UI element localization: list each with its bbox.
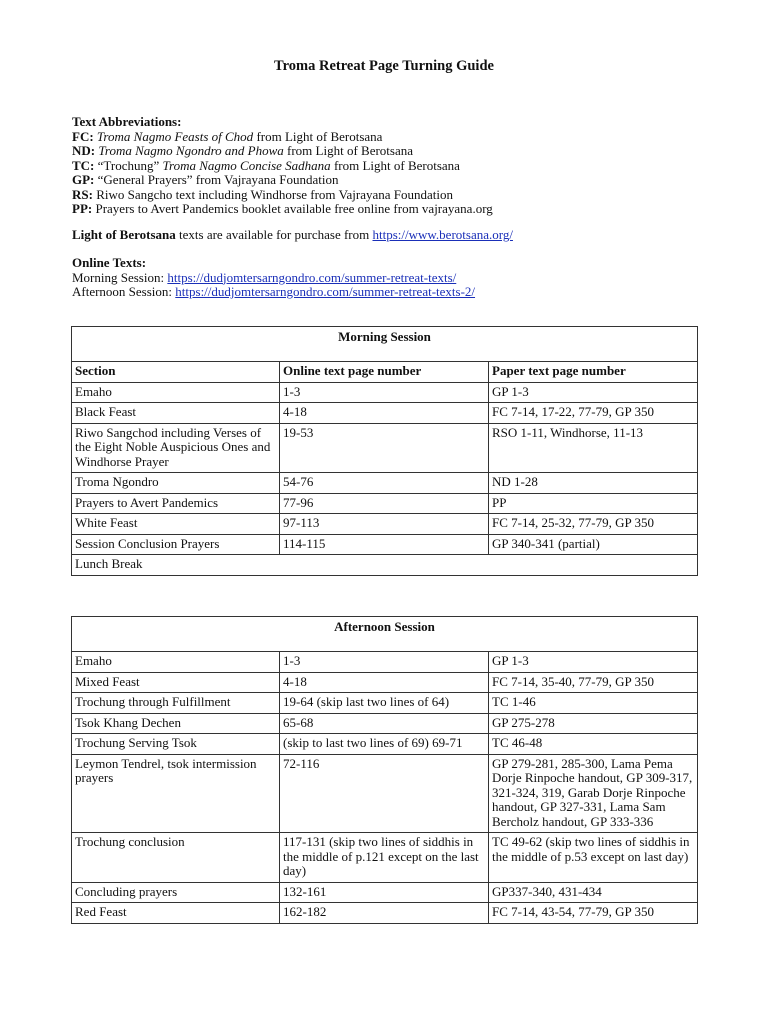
section-cell: Prayers to Avert Pandemics [72, 493, 280, 514]
publisher-name: Light of Berotsana [72, 227, 176, 242]
online-page-cell: 77-96 [280, 493, 489, 514]
morning-session-label: Morning Session: [72, 269, 168, 285]
paper-page-cell: GP 279-281, 285-300, Lama Pema Dorje Rinpoche handout, GP 309-317, 321-324, 319, Garab Dorje Rinpoche handout, GP 327-331, Lama Sam Bercholz handout, GP 333-336 [489, 754, 698, 833]
abbreviation-item [72, 144, 712, 159]
afternoon-texts-link[interactable]: https://dudjomtersarngondro.com/summer-retreat-texts-2/ [175, 284, 476, 299]
table-row [72, 672, 698, 693]
table-row [72, 882, 698, 903]
table-row [72, 754, 698, 833]
section-cell: Trochung Serving Tsok [72, 734, 280, 755]
afternoon-session-caption: Afternoon Session [72, 617, 698, 652]
afternoon-session-table [71, 616, 698, 924]
column-header-paper-page: Paper text page number [489, 362, 698, 383]
abbreviation-code: ND: [72, 143, 96, 158]
abbreviation-description: from Light of Berotsana [253, 128, 383, 144]
abbreviation-item [72, 130, 712, 145]
online-page-cell: 19-64 (skip last two lines of 64) [280, 693, 489, 714]
paper-page-cell: GP337-340, 431-434 [489, 882, 698, 903]
abbreviation-description: “General Prayers” from Vajrayana Foundation [94, 172, 339, 187]
online-page-cell: 65-68 [280, 713, 489, 734]
table-row [72, 534, 698, 555]
table-row [72, 833, 698, 883]
paper-page-cell: PP [489, 493, 698, 514]
abbreviation-code: RS: [72, 186, 93, 202]
section-cell: Mixed Feast [72, 672, 280, 693]
paper-page-cell: TC 1-46 [489, 693, 698, 714]
paper-page-cell: TC 46-48 [489, 734, 698, 755]
table-row [72, 514, 698, 535]
morning-session-table [71, 326, 698, 576]
online-page-cell: 114-115 [280, 534, 489, 555]
table-row [72, 693, 698, 714]
abbreviation-description: from Light of Berotsana [330, 157, 460, 173]
afternoon-session-label: Afternoon Session: [72, 284, 176, 299]
section-cell: Emaho [72, 652, 280, 673]
section-cell: Concluding prayers [72, 882, 280, 903]
online-page-cell: 19-53 [280, 423, 489, 473]
berotsana-link[interactable]: https://www.berotsana.org/ [372, 227, 513, 242]
abbreviation-code: FC: [72, 128, 94, 144]
section-cell: Troma Ngondro [72, 473, 280, 494]
abbreviations-section [72, 115, 712, 217]
table-row [72, 382, 698, 403]
paper-page-cell: FC 7-14, 43-54, 77-79, GP 350 [489, 903, 698, 924]
column-header-section: Section [72, 362, 280, 383]
abbreviation-description: Prayers to Avert Pandemics booklet available free online from vajrayana.org [92, 201, 493, 216]
online-page-cell: 162-182 [280, 903, 489, 924]
table-row [72, 713, 698, 734]
online-page-cell: 117-131 (skip two lines of siddhis in the middle of p.121 except on the last day) [280, 833, 489, 883]
column-header-online-page: Online text page number [280, 362, 489, 383]
section-cell: Red Feast [72, 903, 280, 924]
paper-page-cell: GP 1-3 [489, 652, 698, 673]
section-cell: White Feast [72, 514, 280, 535]
section-cell: Session Conclusion Prayers [72, 534, 280, 555]
abbreviation-description: Riwo Sangcho text including Windhorse from Vajrayana Foundation [92, 186, 454, 202]
lunch-break-row: Lunch Break [72, 555, 698, 576]
paper-page-cell: FC 7-14, 25-32, 77-79, GP 350 [489, 514, 698, 535]
abbreviations-heading: Text Abbreviations: [72, 114, 182, 129]
section-cell: Trochung conclusion [72, 833, 280, 883]
online-page-cell: 1-3 [280, 652, 489, 673]
morning-session-caption: Morning Session [72, 327, 698, 362]
section-cell: Emaho [72, 382, 280, 403]
online-texts-heading: Online Texts: [72, 255, 147, 270]
online-page-cell: 1-3 [280, 382, 489, 403]
online-texts-section [72, 256, 712, 300]
abbreviation-code: PP: [72, 201, 93, 216]
abbreviation-item [72, 202, 712, 217]
abbreviation-item [72, 159, 712, 174]
online-page-cell: 97-113 [280, 514, 489, 535]
table-row [72, 403, 698, 424]
purchase-text: texts are available for purchase from [175, 227, 373, 242]
abbreviation-description: from Light of Berotsana [283, 143, 414, 158]
online-page-cell: (skip to last two lines of 69) 69-71 [280, 734, 489, 755]
online-page-cell: 4-18 [280, 672, 489, 693]
abbreviation-code: TC: [72, 157, 95, 173]
table-row [72, 903, 698, 924]
paper-page-cell: TC 49-62 (skip two lines of siddhis in the middle of p.53 except on last day) [489, 833, 698, 883]
abbreviation-item [72, 173, 712, 188]
abbreviation-description: “Trochung” [94, 157, 163, 173]
section-cell: Black Feast [72, 403, 280, 424]
abbreviations-list [72, 130, 712, 217]
online-page-cell: 72-116 [280, 754, 489, 833]
abbreviation-title: Troma Nagmo Feasts of Chod [96, 128, 254, 144]
online-page-cell: 54-76 [280, 473, 489, 494]
section-cell: Riwo Sangchod including Verses of the Eight Noble Auspicious Ones and Windhorse Prayer [72, 423, 280, 473]
paper-page-cell: GP 275-278 [489, 713, 698, 734]
section-cell: Tsok Khang Dechen [72, 713, 280, 734]
morning-texts-link[interactable]: https://dudjomtersarngondro.com/summer-retreat-texts/ [167, 269, 457, 285]
table-row [72, 473, 698, 494]
abbreviation-title: Troma Nagmo Ngondro and Phowa [98, 143, 284, 158]
paper-page-cell: FC 7-14, 17-22, 77-79, GP 350 [489, 403, 698, 424]
online-page-cell: 132-161 [280, 882, 489, 903]
table-row [72, 423, 698, 473]
section-cell: Trochung through Fulfillment [72, 693, 280, 714]
paper-page-cell: GP 340-341 (partial) [489, 534, 698, 555]
paper-page-cell: ND 1-28 [489, 473, 698, 494]
paper-page-cell: RSO 1-11, Windhorse, 11-13 [489, 423, 698, 473]
abbreviation-item [72, 188, 712, 203]
abbreviation-code: GP: [72, 172, 95, 187]
page-title: Troma Retreat Page Turning Guide [274, 58, 494, 74]
abbreviation-title: Troma Nagmo Concise Sadhana [162, 157, 331, 173]
table-row [72, 652, 698, 673]
paper-page-cell: FC 7-14, 35-40, 77-79, GP 350 [489, 672, 698, 693]
table-row [72, 734, 698, 755]
purchase-line [72, 228, 712, 243]
online-page-cell: 4-18 [280, 403, 489, 424]
table-row [72, 493, 698, 514]
section-cell: Leymon Tendrel, tsok intermission prayers [72, 754, 280, 833]
paper-page-cell: GP 1-3 [489, 382, 698, 403]
